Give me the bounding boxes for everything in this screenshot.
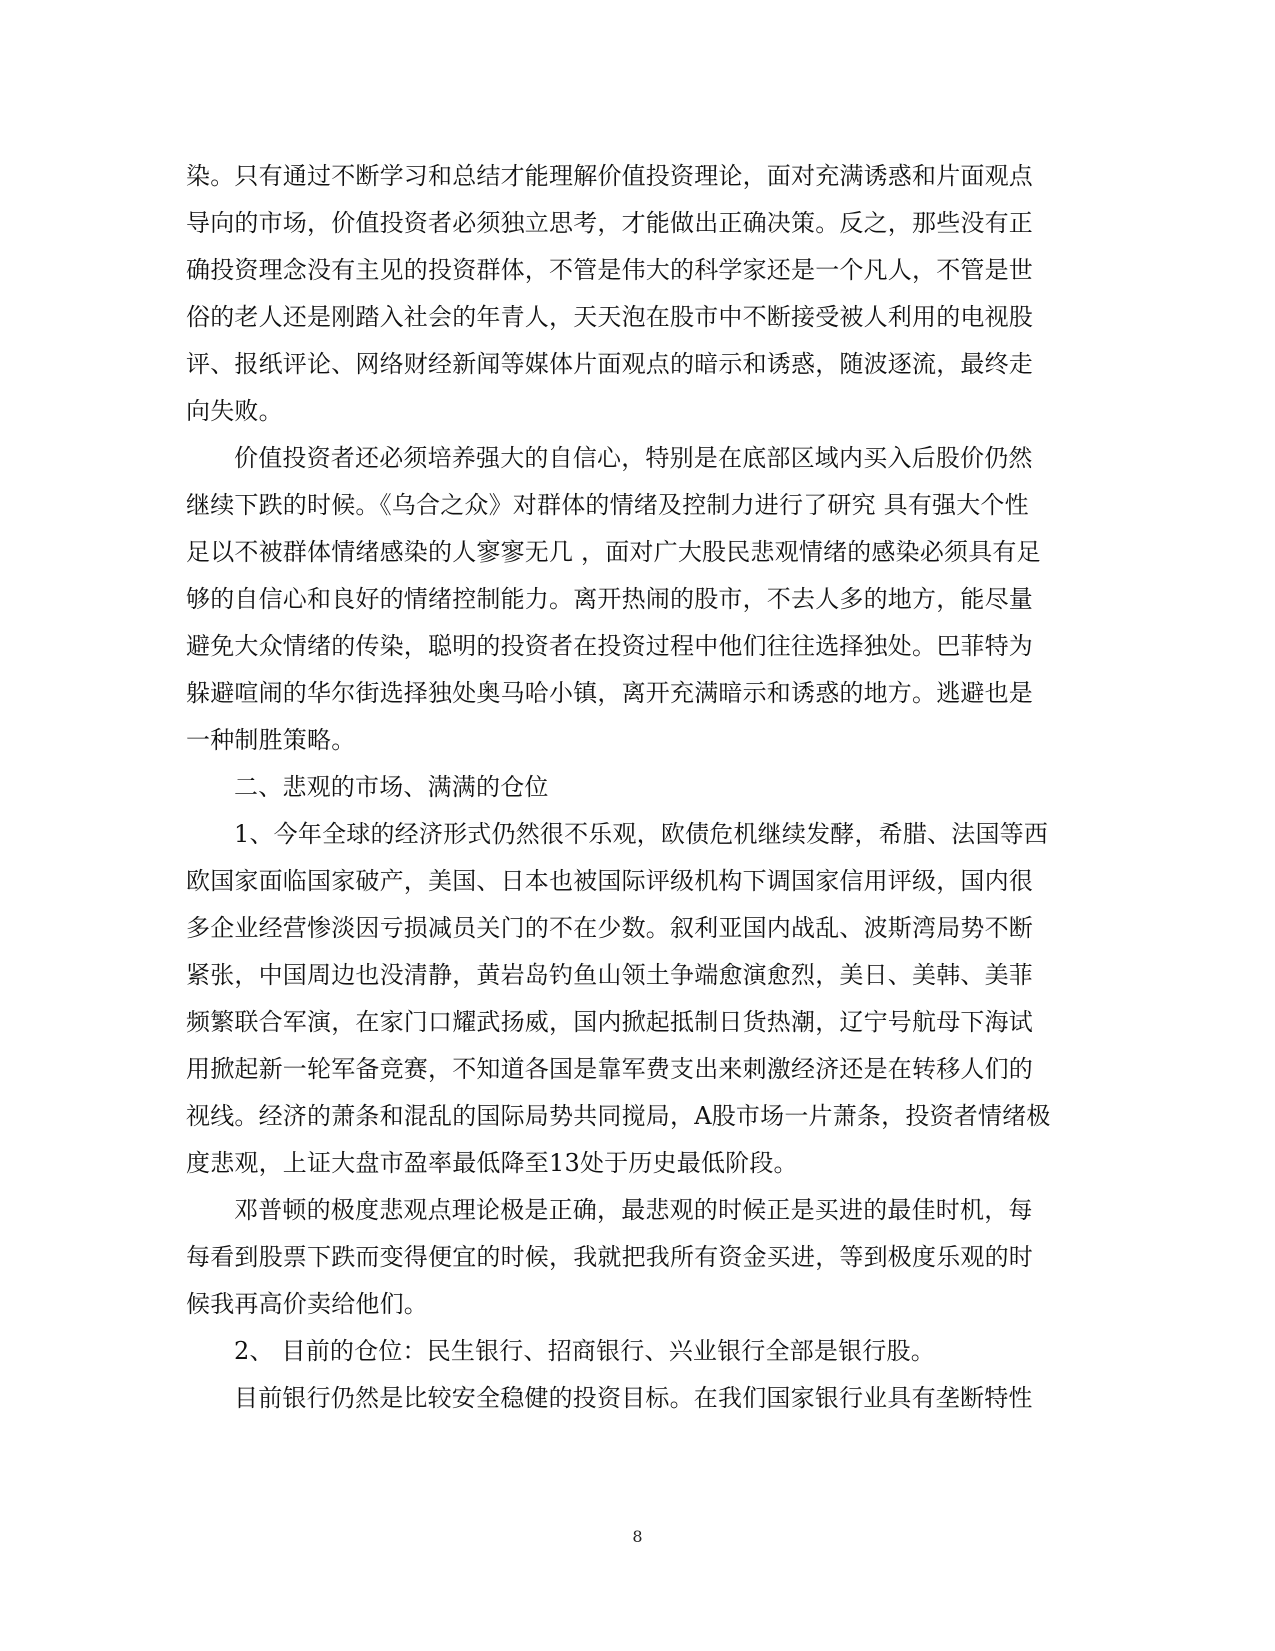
text-line: 2、 目前的仓位：民生银行、招商银行、兴业银行全部是银行股。: [234, 1337, 935, 1365]
text-line: 一种制胜策略。: [186, 726, 356, 754]
text-line: 邓普顿的极度悲观点理论极是正确，最悲观的时候正是买进的最佳时机，每: [234, 1196, 1033, 1224]
text-line: 用掀起新一轮军备竞赛，不知道各国是靠军费支出来刺激经济还是在转移人们的: [186, 1055, 1033, 1083]
text-line: 继续下跌的时候。《乌合之众》对群体的情绪及控制力进行了研究 具有强大个性: [186, 491, 1029, 519]
text-line: 频繁联合军演，在家门口耀武扬威，国内掀起抵制日货热潮，辽宁号航母下海试: [186, 1008, 1033, 1036]
text-line: 每看到股票下跌而变得便宜的时候，我就把我所有资金买进，等到极度乐观的时: [186, 1243, 1033, 1271]
text-line: 评、报纸评论、网络财经新闻等媒体片面观点的暗示和诱惑，随波逐流，最终走: [186, 350, 1033, 378]
page-number: 8: [632, 1527, 643, 1546]
text-line: 向失败。: [186, 397, 283, 425]
text-line: 目前银行仍然是比较安全稳健的投资目标。在我们国家银行业具有垄断特性: [234, 1384, 1033, 1412]
text-line: 度悲观，上证大盘市盈率最低降至13处于历史最低阶段。: [186, 1149, 798, 1177]
text-line: 避免大众情绪的传染，聪明的投资者在投资过程中他们往往选择独处。巴菲特为: [186, 632, 1033, 660]
body-text: [186, 153, 1086, 1422]
text-line: 足以不被群体情绪感染的人寥寥无几 ，面对广大股民悲观情绪的感染必须具有足: [186, 538, 1041, 566]
text-line: 多企业经营惨淡因亏损减员关门的不在少数。叙利亚国内战乱、波斯湾局势不断: [186, 914, 1033, 942]
section-heading: 二、悲观的市场、满满的仓位: [234, 773, 549, 801]
text-line: 躲避喧闹的华尔街选择独处奥马哈小镇，离开充满暗示和诱惑的地方。逃避也是: [186, 679, 1033, 707]
text-line: 欧国家面临国家破产，美国、日本也被国际评级机构下调国家信用评级，国内很: [186, 867, 1033, 895]
text-line: 候我再高价卖给他们。: [186, 1290, 428, 1318]
text-line: 1、今年全球的经济形式仍然很不乐观，欧债危机继续发酵，希腊、法国等西: [234, 820, 1049, 848]
text-line: 导向的市场，价值投资者必须独立思考，才能做出正确决策。反之，那些没有正: [186, 209, 1033, 237]
text-line: 够的自信心和良好的情绪控制能力。离开热闹的股市，不去人多的地方，能尽量: [186, 585, 1033, 613]
text-line: 俗的老人还是刚踏入社会的年青人，天天泡在股市中不断接受被人利用的电视股: [186, 303, 1033, 331]
text-line: 价值投资者还必须培养强大的自信心，特别是在底部区域内买入后股价仍然: [234, 444, 1033, 472]
text-line: 紧张，中国周边也没清静，黄岩岛钓鱼山领土争端愈演愈烈，美日、美韩、美菲: [186, 961, 1033, 989]
text-line: 确投资理念没有主见的投资群体，不管是伟大的科学家还是一个凡人，不管是世: [186, 256, 1033, 284]
text-line: 视线。经济的萧条和混乱的国际局势共同搅局，A股市场一片萧条，投资者情绪极: [186, 1102, 1051, 1130]
text-line: 染。只有通过不断学习和总结才能理解价值投资理论，面对充满诱惑和片面观点: [186, 162, 1033, 190]
